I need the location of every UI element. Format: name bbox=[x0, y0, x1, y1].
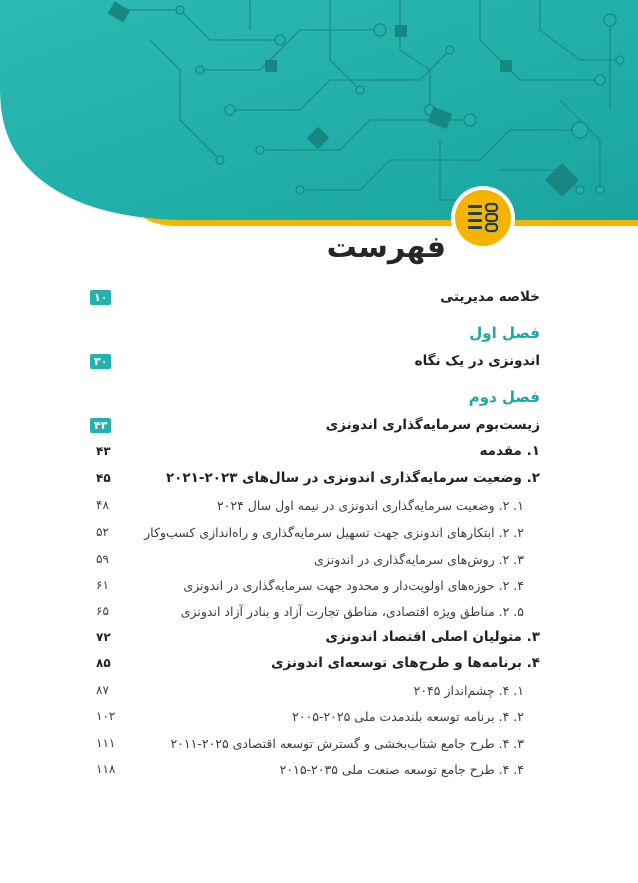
toc-entry[interactable] bbox=[90, 546, 540, 572]
page-number: ۱۱۱ bbox=[96, 736, 116, 750]
page-number: ۱۰۲ bbox=[96, 709, 116, 723]
toc-entry[interactable] bbox=[90, 756, 540, 782]
page-number-badge: ۳۰ bbox=[90, 354, 111, 369]
circuit-header-banner bbox=[0, 0, 638, 240]
toc-entry[interactable] bbox=[90, 572, 540, 598]
chapter-heading: فصل دوم bbox=[468, 388, 540, 406]
list-icon bbox=[450, 185, 516, 251]
toc-entry[interactable] bbox=[90, 412, 540, 438]
toc-entry[interactable] bbox=[90, 677, 540, 703]
toc-entry[interactable] bbox=[90, 598, 540, 624]
toc-entry-title: ۳. ۲. روش‌های سرمایه‌گذاری در اندونزی bbox=[314, 551, 524, 567]
toc-entry-title: ۱. ۲. وضعیت سرمایه‌گذاری اندونزی در نیمه اول سال ۲۰۲۴ bbox=[216, 497, 524, 513]
toc-entry-title: ۴. ۴. طرح جامع توسعه صنعت ملی ۲۰۳۵-۲۰۱۵ bbox=[279, 761, 524, 777]
page-title: فهرست bbox=[326, 230, 446, 265]
page-number: ۷۲ bbox=[96, 630, 111, 644]
toc-entry[interactable] bbox=[90, 519, 540, 545]
toc-entry[interactable] bbox=[90, 650, 540, 676]
toc-entry-title: ۲. ۴. برنامه توسعه بلندمدت ملی ۲۰۲۵-۲۰۰۵ bbox=[292, 708, 524, 724]
toc-entry-title: ۳. ۴. طرح جامع شتاب‌بخشی و گسترش توسعه اقتصادی ۲۰۲۵-۲۰۱۱ bbox=[170, 735, 524, 751]
toc-entry-title: ۱. ۴. چشم‌انداز ۲۰۴۵ bbox=[413, 682, 524, 698]
toc-entry-title: ۳. متولیان اصلی اقتصاد اندونزی bbox=[325, 629, 540, 645]
toc-entry-title: ۴. برنامه‌ها و طرح‌های توسعه‌ای اندونزی bbox=[271, 655, 540, 671]
toc-entry[interactable] bbox=[90, 624, 540, 650]
chapter-heading: فصل اول bbox=[469, 324, 540, 342]
page-number: ۴۵ bbox=[96, 471, 111, 485]
toc-entry[interactable] bbox=[90, 703, 540, 729]
toc-entry-title: ۴. ۲. حوزه‌های اولویت‌دار و محدود جهت سرمایه‌گذاری در اندونزی bbox=[183, 577, 524, 593]
toc-entry-title: خلاصه مدیریتی bbox=[440, 289, 540, 305]
toc-entry-title: ۲. ۲. ابتکارهای اندونزی جهت تسهیل سرمایه‌گذاری و راه‌اندازی کسب‌وکار bbox=[144, 524, 524, 540]
page-number: ۶۵ bbox=[96, 604, 109, 618]
toc-entry-title: اندونزی در یک نگاه bbox=[414, 353, 540, 369]
page-number: ۵۲ bbox=[96, 525, 109, 539]
toc-entry[interactable] bbox=[90, 284, 540, 310]
toc-entry-title: ۲. وضعیت سرمایه‌گذاری اندونزی در سال‌های ۲۰۲۳-۲۰۲۱ bbox=[165, 470, 540, 486]
page-number: ۴۸ bbox=[96, 498, 109, 512]
page-number: ۸۵ bbox=[96, 656, 111, 670]
toc-entry[interactable] bbox=[90, 730, 540, 756]
toc-entry-title: ۱. مقدمه bbox=[479, 443, 540, 459]
toc-entry[interactable] bbox=[90, 492, 540, 518]
page-number: ۵۹ bbox=[96, 552, 109, 566]
toc-entry[interactable] bbox=[90, 438, 540, 464]
page-number-badge: ۱۰ bbox=[90, 290, 111, 305]
page-number: ۸۷ bbox=[96, 683, 109, 697]
page-number: ۴۳ bbox=[96, 444, 111, 458]
page-number-badge: ۴۳ bbox=[90, 418, 111, 433]
page-number: ۱۱۸ bbox=[96, 762, 116, 776]
toc-entry-title: ۵. ۲. مناطق ویژه اقتصادی، مناطق تجارت آزاد و بنادر آزاد اندونزی bbox=[180, 603, 524, 619]
toc-entry[interactable] bbox=[90, 465, 540, 491]
toc-entry-title: زیست‌بوم سرمایه‌گذاری اندونزی bbox=[325, 417, 540, 433]
page-number: ۶۱ bbox=[96, 578, 109, 592]
toc-entry[interactable] bbox=[90, 348, 540, 374]
